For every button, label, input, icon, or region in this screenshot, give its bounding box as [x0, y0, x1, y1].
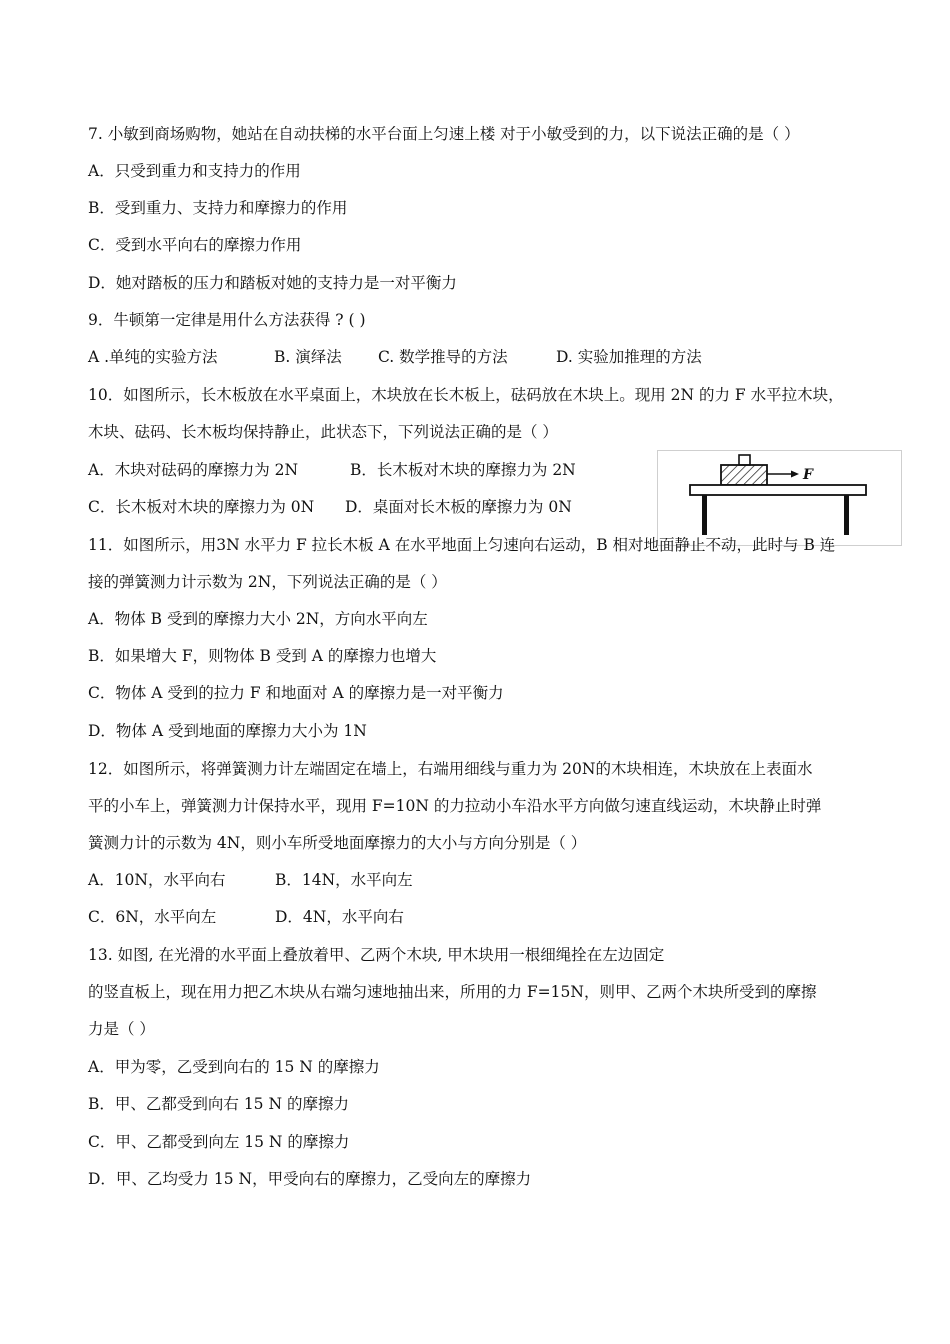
q11-stem-line1: 11．如图所示，用3N 水平力 F 拉长木板 A 在水平地面上匀速向右运动，B 相对地面静止不动，此时与 B 连: [88, 536, 836, 554]
wooden-block: [721, 465, 767, 485]
force-label: F: [803, 467, 813, 483]
q9-option-b: B. 演绎法: [274, 348, 342, 366]
force-arrow-head: [791, 471, 799, 478]
q12-options-row1: [88, 870, 488, 890]
q11-option-c: C．物体 A 受到的拉力 F 和地面对 A 的摩擦力是一对平衡力: [88, 684, 504, 702]
q12-options-row2: [88, 907, 488, 927]
q12-option-b: B．14N，水平向左: [275, 871, 413, 889]
q13-option-c: C．甲、乙都受到向左 15 N 的摩擦力: [88, 1133, 350, 1151]
q12-stem-line1: 12．如图所示，将弹簧测力计左端固定在墙上，右端用细线与重力为 20N的木块相连，木块放在上表面水: [88, 760, 813, 778]
q9-option-a: A .单纯的实验方法: [88, 348, 218, 366]
q7-option-a: A．只受到重力和支持力的作用: [88, 162, 301, 180]
q13-option-a: A．甲为零，乙受到向右的 15 N 的摩擦力: [88, 1058, 380, 1076]
weight-block: [739, 455, 750, 465]
q10-option-d: D．桌面对长木板的摩擦力为 0N: [345, 498, 572, 516]
q12-stem-line2: 平的小车上，弹簧测力计保持水平，现用 F=10N 的力拉动小车沿水平方向做匀速直线运动，木块静止时弹: [88, 797, 822, 815]
q9-stem: 9．牛顿第一定律是用什么方法获得 ? ( ): [88, 311, 366, 329]
q7-option-d: D．她对踏板的压力和踏板对她的支持力是一对平衡力: [88, 274, 457, 292]
q11-option-b: B．如果增大 F，则物体 B 受到 A 的摩擦力也增大: [88, 647, 437, 665]
q13-stem-line3: 力是（ ）: [88, 1020, 155, 1038]
q10-options-row1: [88, 460, 648, 480]
board-block-diagram: [658, 451, 901, 545]
q12-option-c: C．6N，水平向左: [88, 908, 217, 926]
q10-options-row2: [88, 497, 648, 517]
q12-option-d: D．4N，水平向右: [275, 908, 404, 926]
q10-option-c: C．长木板对木块的摩擦力为 0N: [88, 498, 315, 516]
q11-stem-line2: 接的弹簧测力计示数为 2N，下列说法正确的是（ ）: [88, 573, 447, 591]
q10-stem-line2: 木块、砝码、长木板均保持静止，此状态下，下列说法正确的是（ ）: [88, 423, 558, 441]
q10-figure: [657, 450, 902, 546]
q13-option-d: D．甲、乙均受力 15 N，甲受向右的摩擦力，乙受向左的摩擦力: [88, 1170, 532, 1188]
q7-option-c: C．受到水平向右的摩擦力作用: [88, 236, 302, 254]
q11-option-d: D．物体 A 受到地面的摩擦力大小为 1N: [88, 722, 367, 740]
q10-stem-line1: 10．如图所示，长木板放在水平桌面上，木块放在长木板上，砝码放在木块上。现用 2N 的力 F 水平拉木块，: [88, 386, 844, 404]
table-leg-left: [702, 495, 707, 535]
q10-option-b: B．长木板对木块的摩擦力为 2N: [350, 461, 576, 479]
q13-option-b: B．甲、乙都受到向右 15 N 的摩擦力: [88, 1095, 349, 1113]
q11-option-a: A．物体 B 受到的摩擦力大小 2N，方向水平向左: [88, 610, 428, 628]
q13-stem-line1: 13. 如图, 在光滑的水平面上叠放着甲、乙两个木块, 甲木块用一根细绳拴在左边固定: [88, 946, 665, 964]
q9-option-d: D. 实验加推理的方法: [556, 348, 702, 366]
long-board: [690, 485, 866, 495]
q7-option-b: B．受到重力、支持力和摩擦力的作用: [88, 199, 348, 217]
q12-option-a: A．10N，水平向右: [88, 871, 226, 889]
q9-options-row: [88, 347, 868, 367]
q7-stem: 7. 小敏到商场购物，她站在自动扶梯的水平台面上匀速上楼 对于小敏受到的力，以下说法正确的是（ ）: [88, 125, 800, 143]
q12-stem-line3: 簧测力计的示数为 4N，则小车所受地面摩擦力的大小与方向分别是（ ）: [88, 834, 587, 852]
table-leg-right: [844, 495, 849, 535]
q10-option-a: A．木块对砝码的摩擦力为 2N: [88, 461, 299, 479]
q9-option-c: C. 数学推导的方法: [378, 348, 508, 366]
q13-stem-line2: 的竖直板上，现在用力把乙木块从右端匀速地抽出来，所用的力 F=15N，则甲、乙两个木块所受到的摩擦: [88, 983, 817, 1001]
